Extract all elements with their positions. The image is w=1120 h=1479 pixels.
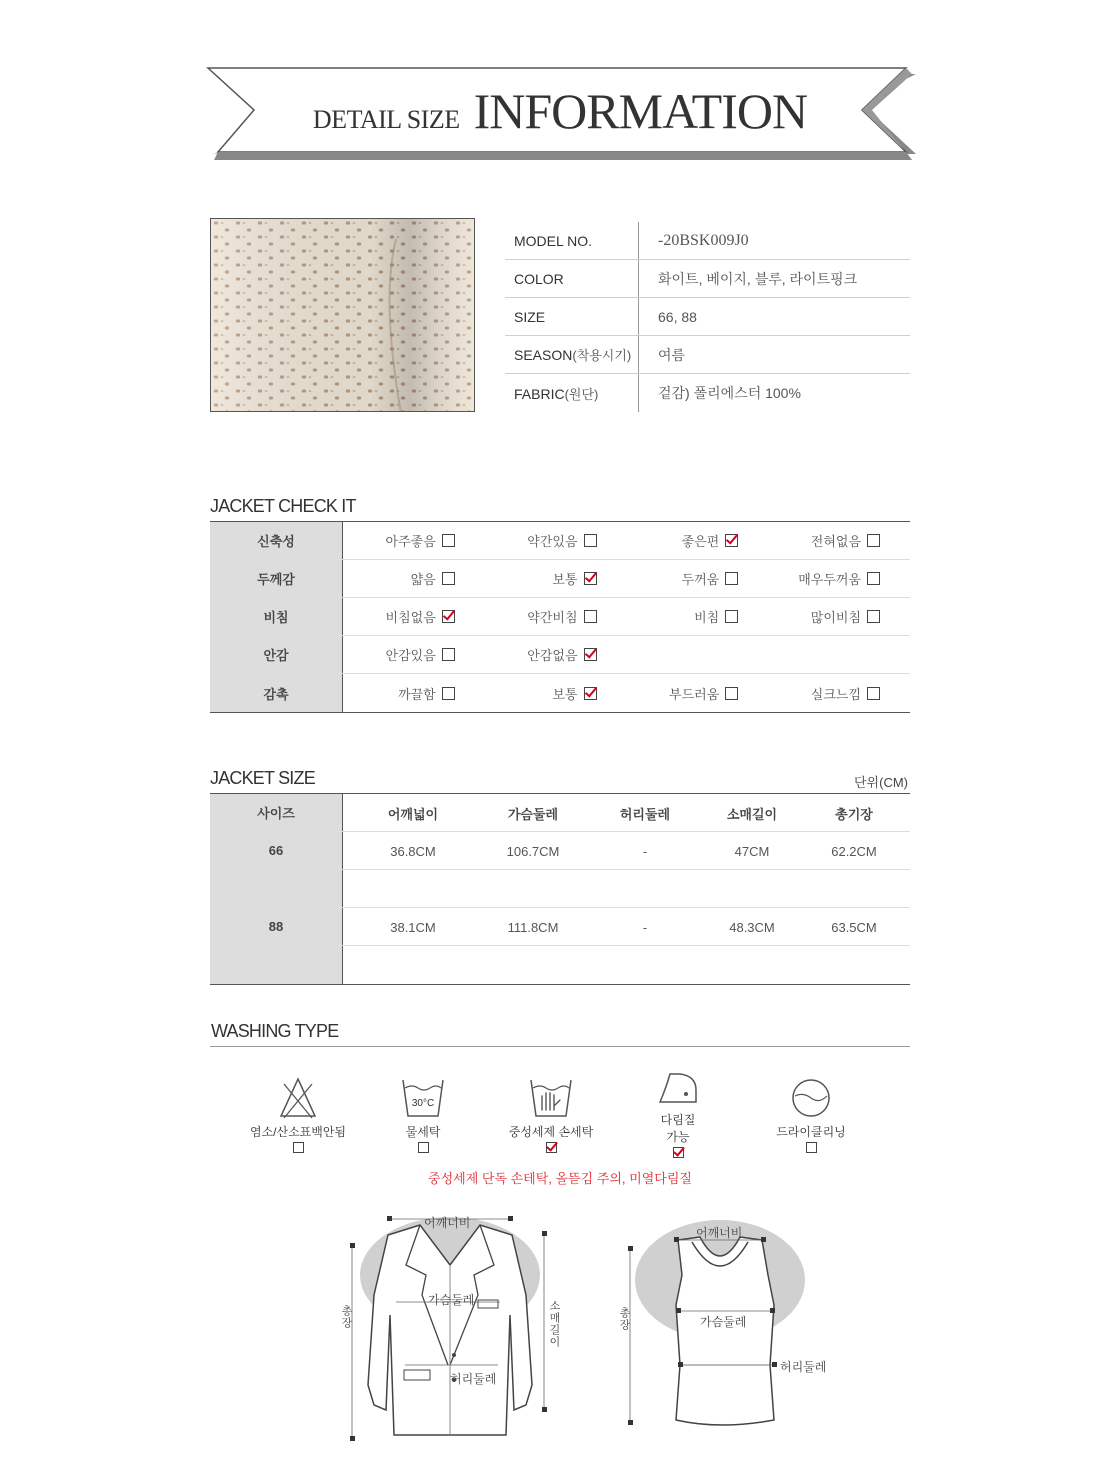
wash-item-water: 30°C 물세탁 bbox=[383, 1076, 463, 1153]
size-row-label: 사이즈 bbox=[210, 794, 343, 831]
size-cell bbox=[799, 946, 909, 984]
check-option bbox=[485, 598, 627, 635]
size-cell bbox=[358, 870, 468, 908]
check-option-label: 많이비침 bbox=[810, 610, 861, 625]
wash-checkbox-hand-wash[interactable] bbox=[546, 1142, 557, 1153]
check-option-checkbox[interactable] bbox=[584, 610, 597, 623]
check-option-label: 얇음 bbox=[410, 572, 436, 587]
wash-item-dry-clean: 드라이클리닝 bbox=[766, 1076, 856, 1153]
table-row bbox=[210, 946, 910, 984]
check-option bbox=[627, 560, 769, 597]
jacket-sleeve-label: 소매길이 bbox=[548, 1300, 560, 1348]
check-row-label: 안감 bbox=[210, 636, 343, 673]
check-option-label: 비침없음 bbox=[385, 610, 436, 625]
top-diagram bbox=[610, 1215, 840, 1440]
size-cell bbox=[478, 870, 588, 908]
check-option-checkbox[interactable] bbox=[442, 534, 455, 547]
check-option-checkbox[interactable] bbox=[725, 534, 738, 547]
check-option-checkbox[interactable] bbox=[442, 610, 455, 623]
check-option bbox=[485, 636, 627, 673]
check-row bbox=[210, 598, 910, 636]
info-row-model: MODEL NO. -20BSK009J0 bbox=[505, 222, 910, 260]
info-row-size: SIZE 66, 88 bbox=[505, 298, 910, 336]
wash-item-no-bleach: 염소/산소표백안됨 bbox=[248, 1076, 348, 1153]
hand-wash-icon bbox=[528, 1076, 574, 1120]
size-cell bbox=[478, 946, 588, 984]
jacket-illustration bbox=[330, 1205, 570, 1455]
check-option-label: 안감있음 bbox=[385, 648, 436, 663]
washing-section-title: WASHING TYPE bbox=[211, 1021, 339, 1041]
product-info-table bbox=[505, 222, 910, 412]
size-cell bbox=[590, 946, 700, 984]
top-shoulder-label: 어깨너비 bbox=[696, 1226, 743, 1240]
check-option-checkbox[interactable] bbox=[584, 687, 597, 700]
jacket-shoulder-label: 어깨너비 bbox=[424, 1216, 471, 1230]
jacket-length-label: 총장 bbox=[340, 1305, 352, 1329]
check-option bbox=[485, 674, 627, 712]
size-column-header: 총기장 bbox=[835, 806, 873, 822]
check-row-label: 신축성 bbox=[210, 522, 343, 559]
size-column-header: 가슴둘레 bbox=[507, 806, 559, 822]
check-option-label: 약간있음 bbox=[527, 534, 578, 549]
check-option-checkbox[interactable] bbox=[442, 648, 455, 661]
size-row-label bbox=[210, 946, 343, 984]
svg-text:30°C: 30°C bbox=[411, 1098, 435, 1109]
info-row-fabric: FABRIC(원단) 겉감) 폴리에스터 100% bbox=[514, 385, 801, 402]
check-row-label: 두께감 bbox=[210, 560, 343, 597]
size-section-title: JACKET SIZE bbox=[210, 768, 315, 788]
check-option-checkbox[interactable] bbox=[867, 687, 880, 700]
check-option bbox=[343, 636, 485, 673]
dry-clean-icon bbox=[789, 1076, 833, 1120]
size-cell: 63.5CM bbox=[831, 919, 877, 935]
check-option bbox=[627, 598, 769, 635]
info-row-color: COLOR 화이트, 베이지, 블루, 라이트핑크 bbox=[505, 260, 910, 298]
color-value: 화이트, 베이지, 블루, 라이트핑크 bbox=[658, 270, 858, 287]
check-option-label: 실크느낌 bbox=[810, 686, 861, 702]
check-option-label: 보통 bbox=[552, 686, 578, 702]
size-cell bbox=[697, 946, 807, 984]
check-option-label: 보통 bbox=[552, 572, 578, 587]
check-option bbox=[343, 560, 485, 597]
check-option-checkbox[interactable] bbox=[725, 687, 738, 700]
check-option-checkbox[interactable] bbox=[867, 610, 880, 623]
size-cell: - bbox=[642, 843, 648, 859]
water-wash-icon bbox=[400, 1076, 446, 1120]
size-cell: 36.8CM bbox=[390, 843, 436, 859]
size-value: 66, 88 bbox=[658, 308, 697, 325]
check-empty-cell bbox=[768, 636, 910, 673]
size-unit: 단위(CM) bbox=[854, 775, 908, 790]
check-option bbox=[343, 522, 485, 559]
check-option-checkbox[interactable] bbox=[867, 572, 880, 585]
check-option bbox=[485, 522, 627, 559]
check-option-label: 까끌함 bbox=[398, 686, 436, 702]
fabric-value: 겉감) 폴리에스터 100% bbox=[658, 385, 801, 401]
size-cell bbox=[697, 870, 807, 908]
washing-note: 중성세제 단독 손테탁, 올뜯김 주의, 미열다림질 bbox=[428, 1171, 692, 1186]
check-option-checkbox[interactable] bbox=[867, 534, 880, 547]
check-option-checkbox[interactable] bbox=[442, 572, 455, 585]
check-option bbox=[627, 674, 769, 712]
no-bleach-icon bbox=[278, 1076, 318, 1120]
jacket-diagram bbox=[330, 1205, 570, 1455]
jacket-waist-label: 허리둘레 bbox=[450, 1372, 497, 1386]
size-cell bbox=[358, 946, 468, 984]
check-option-checkbox[interactable] bbox=[584, 572, 597, 585]
check-option bbox=[768, 674, 910, 712]
check-row bbox=[210, 674, 910, 712]
fabric-swatch-image bbox=[210, 218, 475, 412]
check-option bbox=[343, 598, 485, 635]
size-cell bbox=[590, 870, 700, 908]
season-value: 여름 bbox=[658, 346, 686, 363]
check-option bbox=[485, 560, 627, 597]
check-option-checkbox[interactable] bbox=[725, 572, 738, 585]
wash-checkbox-water[interactable] bbox=[418, 1142, 429, 1153]
wash-item-hand-wash: 중성세제 손세탁 bbox=[501, 1076, 601, 1153]
banner-subtitle: DETAIL SIZE bbox=[312, 105, 460, 134]
check-section-title: JACKET CHECK IT bbox=[210, 496, 356, 516]
size-row-label: 88 bbox=[210, 908, 343, 945]
top-waist-label: 허리둘레 bbox=[780, 1360, 827, 1374]
check-option-label: 비침 bbox=[694, 610, 720, 625]
check-option-checkbox[interactable] bbox=[442, 687, 455, 700]
iron-icon bbox=[656, 1064, 700, 1108]
check-option-label: 두꺼움 bbox=[681, 572, 720, 587]
check-row-label: 감촉 bbox=[210, 674, 343, 712]
check-option bbox=[768, 522, 910, 559]
size-column-header: 어깨넓이 bbox=[387, 806, 439, 822]
check-row bbox=[210, 560, 910, 598]
size-header-row bbox=[210, 794, 910, 832]
check-row bbox=[210, 522, 910, 560]
check-option-label: 약간비침 bbox=[527, 610, 578, 625]
table-row bbox=[210, 870, 910, 908]
check-option-label: 아주좋음 bbox=[385, 534, 436, 549]
wash-checkbox-no-bleach[interactable] bbox=[293, 1142, 304, 1153]
size-cell: - bbox=[642, 919, 648, 935]
banner-title: INFORMATION bbox=[473, 83, 808, 139]
check-row bbox=[210, 636, 910, 674]
check-option-label: 매우두꺼움 bbox=[798, 572, 861, 587]
check-row-label: 비침 bbox=[210, 598, 343, 635]
check-empty-cell bbox=[627, 636, 769, 673]
size-row-label: 66 bbox=[210, 832, 343, 869]
title-banner bbox=[200, 62, 920, 162]
size-column-header: 허리둘레 bbox=[619, 806, 671, 822]
top-chest-label: 가슴둘레 bbox=[700, 1315, 747, 1329]
check-option-label: 전혀없음 bbox=[810, 534, 861, 549]
size-row-label bbox=[210, 870, 343, 907]
check-table bbox=[210, 521, 910, 713]
size-cell: 106.7CM bbox=[506, 843, 560, 859]
model-number: -20BSK009J0 bbox=[658, 231, 749, 249]
check-option-label: 안감없음 bbox=[527, 648, 578, 663]
check-option-checkbox[interactable] bbox=[584, 534, 597, 547]
table-row bbox=[210, 832, 910, 870]
size-cell: 47CM bbox=[734, 843, 770, 859]
size-cell: 48.3CM bbox=[729, 919, 775, 935]
check-option-checkbox[interactable] bbox=[584, 648, 597, 661]
size-table bbox=[210, 793, 910, 985]
size-cell: 38.1CM bbox=[390, 919, 436, 935]
check-option bbox=[768, 560, 910, 597]
wash-checkbox-dry-clean[interactable] bbox=[806, 1142, 817, 1153]
jacket-chest-label: 가슴둘레 bbox=[428, 1293, 475, 1307]
check-option-checkbox[interactable] bbox=[725, 610, 738, 623]
check-option bbox=[768, 598, 910, 635]
size-cell: 111.8CM bbox=[507, 919, 559, 935]
check-option bbox=[627, 522, 769, 559]
washing-divider bbox=[210, 1046, 910, 1047]
size-cell bbox=[799, 870, 909, 908]
size-cell: 62.2CM bbox=[831, 843, 877, 859]
wash-item-iron: 다림질 가능 bbox=[638, 1064, 718, 1158]
top-length-label: 총장 bbox=[618, 1307, 630, 1331]
check-option-label: 부드러움 bbox=[669, 686, 720, 702]
wash-checkbox-iron[interactable] bbox=[673, 1147, 684, 1158]
check-option-label: 좋은편 bbox=[681, 534, 720, 549]
info-row-season: SEASON(착용시기) 여름 bbox=[505, 336, 910, 374]
check-option bbox=[343, 674, 485, 712]
table-row bbox=[210, 908, 910, 946]
size-column-header: 소매길이 bbox=[726, 806, 778, 822]
